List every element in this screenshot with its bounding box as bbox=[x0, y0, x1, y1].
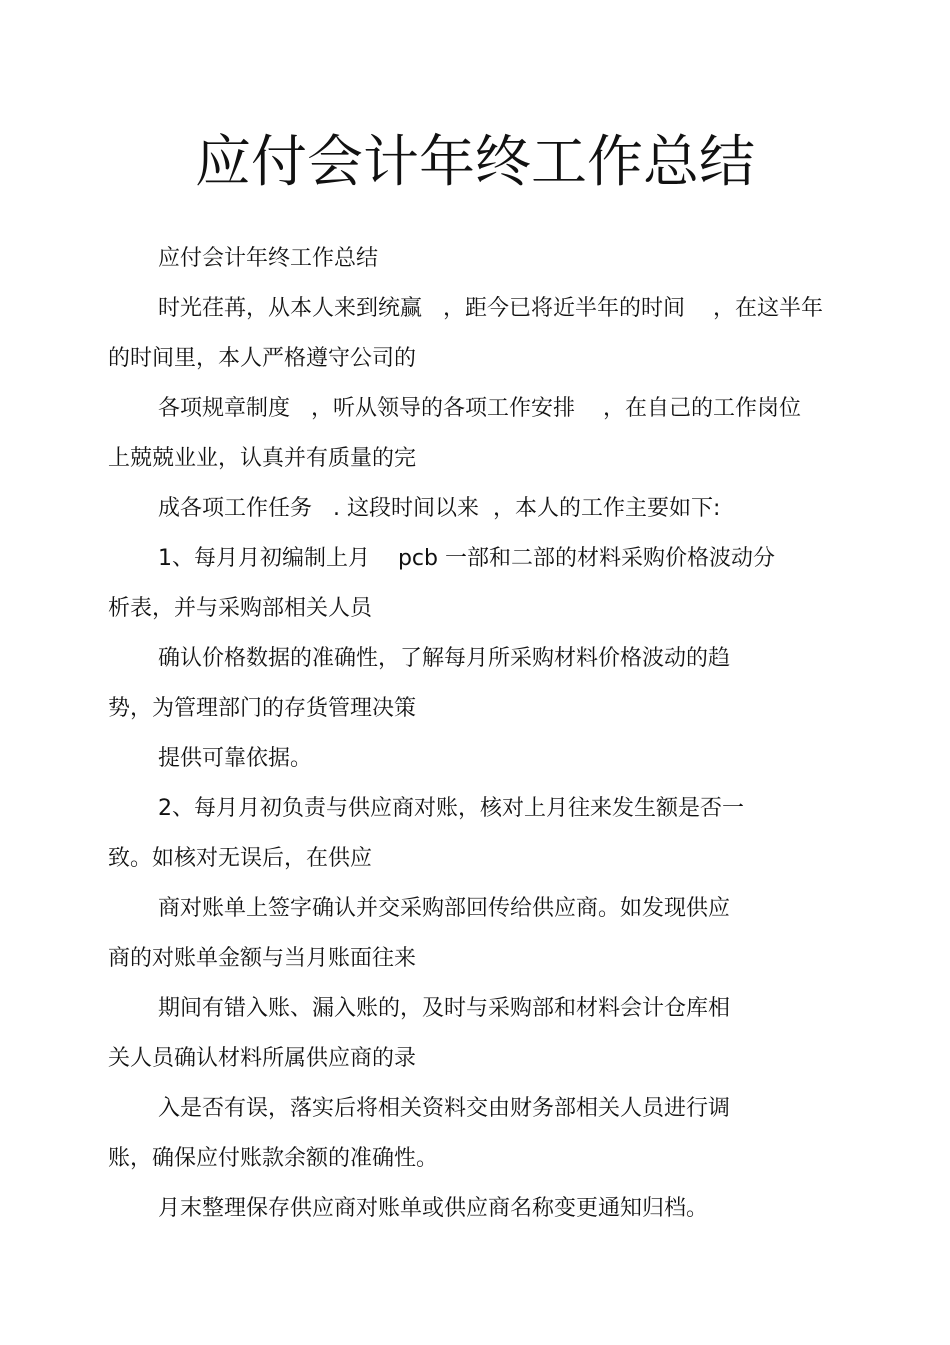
document-body bbox=[108, 234, 848, 1234]
paragraph-line: 期间有错入账、漏入账的，及时与采购部和材料会计仓库相 bbox=[158, 996, 731, 1021]
paragraph-line: 月末整理保存供应商对账单或供应商名称变更通知归档。 bbox=[158, 1196, 709, 1221]
document-title: 应付会计年终工作总结 bbox=[195, 130, 755, 195]
paragraph-line: 确认价格数据的准确性，了解每月所采购材料价格波动的趋 bbox=[158, 646, 731, 671]
paragraph-line: 2、每月月初负责与供应商对账，核对上月往来发生额是否一 bbox=[158, 796, 744, 821]
paragraph-line: 应付会计年终工作总结 bbox=[158, 246, 379, 271]
paragraph-line: 提供可靠依据。 bbox=[158, 746, 313, 771]
paragraph-line: 成各项工作任务 . 这段时间以来 ，本人的工作主要如下: bbox=[158, 496, 721, 521]
paragraph-line: 账，确保应付账款余额的准确性。 bbox=[108, 1146, 439, 1171]
paragraph-line: 上兢兢业业，认真并有质量的完 bbox=[108, 446, 417, 471]
paragraph-line: 致。如核对无误后，在供应 bbox=[108, 846, 373, 871]
paragraph-line: 商对账单上签字确认并交采购部回传给供应商。如发现供应 bbox=[158, 896, 731, 921]
paragraph-line: 析表，并与采购部相关人员 bbox=[108, 596, 373, 621]
paragraph-line: 入是否有误，落实后将相关资料交由财务部相关人员进行调 bbox=[158, 1096, 731, 1121]
paragraph-line: 1、每月月初编制上月 pcb 一部和二部的材料采购价格波动分 bbox=[158, 546, 775, 571]
paragraph-line: 关人员确认材料所属供应商的录 bbox=[108, 1046, 417, 1071]
paragraph-line: 商的对账单金额与当月账面往来 bbox=[108, 946, 417, 971]
paragraph-line: 各项规章制度 ，听从领导的各项工作安排 ，在自己的工作岗位 bbox=[158, 396, 801, 421]
paragraph-line: 时光荏苒，从本人来到统赢 ，距今已将近半年的时间 ，在这半年 bbox=[158, 296, 823, 321]
paragraph-line: 势，为管理部门的存货管理决策 bbox=[108, 696, 417, 721]
paragraph-line: 的时间里，本人严格遵守公司的 bbox=[108, 346, 417, 371]
